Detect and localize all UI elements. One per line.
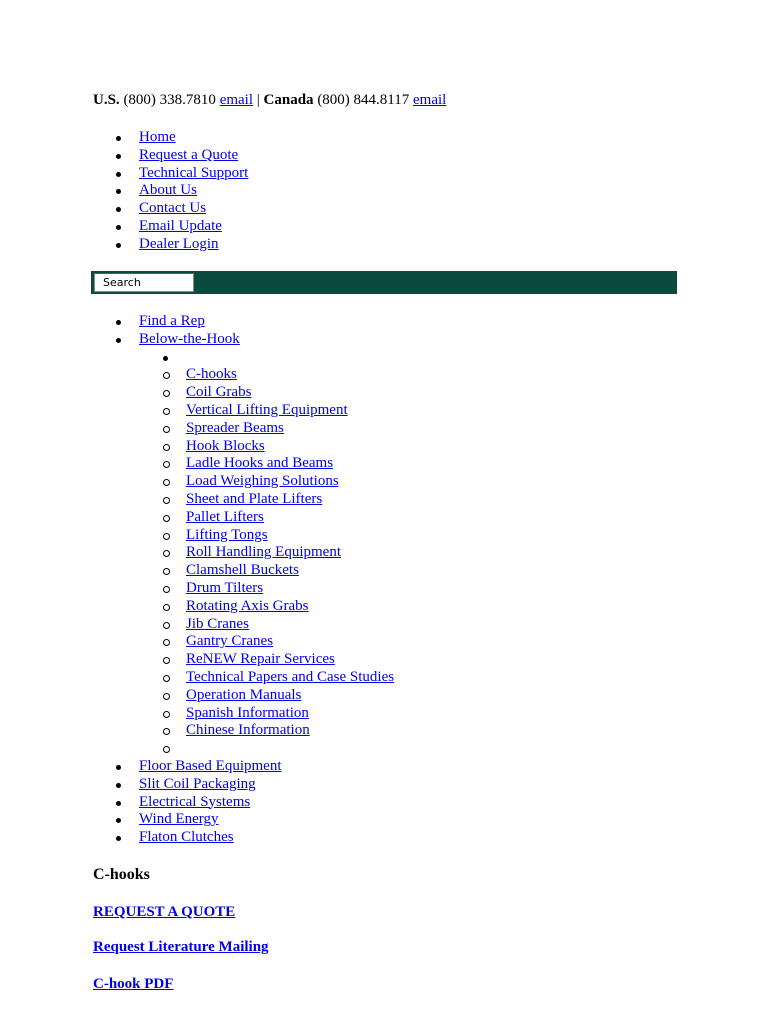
main-nav-item-floor-based <box>139 758 394 776</box>
main-nav-item-flaton-clutches <box>139 829 394 847</box>
submenu-item <box>186 420 394 438</box>
request-quote-link[interactable]: REQUEST A QUOTE <box>93 904 236 920</box>
nav-link-home[interactable]: Home <box>139 129 176 145</box>
submenu-link-hook-blocks[interactable]: Hook Blocks <box>186 437 265 454</box>
submenu-item <box>186 366 394 384</box>
top-nav-item-about-us <box>139 182 248 200</box>
submenu-item <box>186 687 394 705</box>
submenu-item <box>186 633 394 651</box>
main-nav <box>139 313 394 847</box>
contact-separator: | <box>256 92 260 108</box>
submenu-link-vertical-lifting[interactable]: Vertical Lifting Equipment <box>186 401 348 418</box>
submenu-item <box>186 616 394 634</box>
submenu-link-jib-cranes[interactable]: Jib Cranes <box>186 615 249 632</box>
submenu-item <box>186 402 394 420</box>
submenu-link-renew-repair[interactable]: ReNEW Repair Services <box>186 651 335 668</box>
top-nav-item-contact-us <box>139 200 248 218</box>
submenu-link-spreader-beams[interactable]: Spreader Beams <box>186 419 284 436</box>
page-title: C-hooks <box>93 866 150 883</box>
main-nav-item-wind-energy <box>139 811 394 829</box>
submenu-item <box>186 544 394 562</box>
submenu-item <box>186 705 394 723</box>
top-nav-item-dealer-login <box>139 236 248 254</box>
submenu-link-ladle-hooks[interactable]: Ladle Hooks and Beams <box>186 455 334 472</box>
submenu-link-operation-manuals[interactable]: Operation Manuals <box>186 686 302 703</box>
submenu-item <box>186 491 394 509</box>
submenu-link-drum-tilters[interactable]: Drum Tilters <box>186 579 264 596</box>
submenu-empty-item <box>186 349 394 367</box>
nav-link-wind-energy[interactable]: Wind Energy <box>139 811 219 828</box>
canada-label: Canada <box>263 92 314 108</box>
submenu-link-lifting-tongs[interactable]: Lifting Tongs <box>186 526 268 543</box>
nav-link-electrical[interactable]: Electrical Systems <box>139 793 251 810</box>
canada-email-link[interactable]: email <box>413 92 447 108</box>
us-email-link[interactable]: email <box>219 92 254 108</box>
submenu-link-roll-handling[interactable]: Roll Handling Equipment <box>186 544 341 561</box>
submenu-item <box>186 509 394 527</box>
top-nav <box>139 129 248 254</box>
submenu-link-coil-grabs[interactable]: Coil Grabs <box>186 384 252 401</box>
top-nav-item-home <box>139 129 248 147</box>
nav-link-request-quote[interactable]: Request a Quote <box>139 146 239 163</box>
nav-link-about-us[interactable]: About Us <box>139 182 197 199</box>
top-nav-item-request-quote <box>139 147 248 165</box>
nav-link-floor-based[interactable]: Floor Based Equipment <box>139 757 282 774</box>
submenu-link-chinese-info[interactable]: Chinese Information <box>186 722 310 739</box>
nav-link-find-a-rep[interactable]: Find a Rep <box>139 313 205 329</box>
contact-line <box>93 92 446 110</box>
main-nav-item-electrical <box>139 794 394 812</box>
submenu-item <box>186 473 394 491</box>
submenu-link-rotating-axis[interactable]: Rotating Axis Grabs <box>186 597 309 614</box>
submenu-item <box>186 527 394 545</box>
nav-link-technical-support[interactable]: Technical Support <box>139 164 249 181</box>
nav-link-email-update[interactable]: Email Update <box>139 217 222 234</box>
c-hook-pdf-link[interactable]: C-hook PDF <box>93 976 174 992</box>
submenu-empty-item <box>186 740 394 758</box>
submenu-link-gantry-cranes[interactable]: Gantry Cranes <box>186 633 274 650</box>
submenu-item <box>186 384 394 402</box>
submenu-item <box>186 562 394 580</box>
submenu-item <box>186 722 394 740</box>
nav-link-flaton-clutches[interactable]: Flaton Clutches <box>139 829 234 846</box>
us-label: U.S. <box>93 92 120 108</box>
nav-link-slit-coil[interactable]: Slit Coil Packaging <box>139 775 256 792</box>
nav-link-below-the-hook[interactable]: Below-the-Hook <box>139 330 240 347</box>
submenu-link-c-hooks[interactable]: C-hooks <box>186 366 237 383</box>
below-the-hook-row <box>139 331 394 349</box>
below-the-hook-submenu <box>186 349 394 758</box>
canada-phone: (800) 844.8117 <box>317 92 410 108</box>
submenu-link-load-weighing[interactable]: Load Weighing Solutions <box>186 473 339 490</box>
submenu-link-spanish-info[interactable]: Spanish Information <box>186 704 309 721</box>
submenu-link-pallet-lifters[interactable]: Pallet Lifters <box>186 508 264 525</box>
submenu-item <box>186 651 394 669</box>
search-bar <box>91 271 677 294</box>
submenu-item <box>186 598 394 616</box>
main-nav-item-find-a-rep <box>139 313 394 331</box>
request-literature-link[interactable]: Request Literature Mailing <box>93 939 269 955</box>
submenu-item <box>186 669 394 687</box>
submenu-link-technical-papers[interactable]: Technical Papers and Case Studies <box>186 668 395 685</box>
submenu-link-clamshell-buckets[interactable]: Clamshell Buckets <box>186 562 299 579</box>
top-nav-item-email-update <box>139 218 248 236</box>
submenu-item <box>186 580 394 598</box>
search-input[interactable] <box>94 273 194 292</box>
nav-link-dealer-login[interactable]: Dealer Login <box>139 235 219 252</box>
submenu-item <box>186 455 394 473</box>
nav-link-contact-us[interactable]: Contact Us <box>139 200 207 217</box>
us-phone: (800) 338.7810 <box>123 92 216 108</box>
main-nav-item-slit-coil <box>139 776 394 794</box>
top-nav-item-technical-support <box>139 165 248 183</box>
submenu-link-sheet-plate[interactable]: Sheet and Plate Lifters <box>186 490 323 507</box>
submenu-item <box>186 438 394 456</box>
main-nav-item-below-the-hook <box>139 331 394 758</box>
